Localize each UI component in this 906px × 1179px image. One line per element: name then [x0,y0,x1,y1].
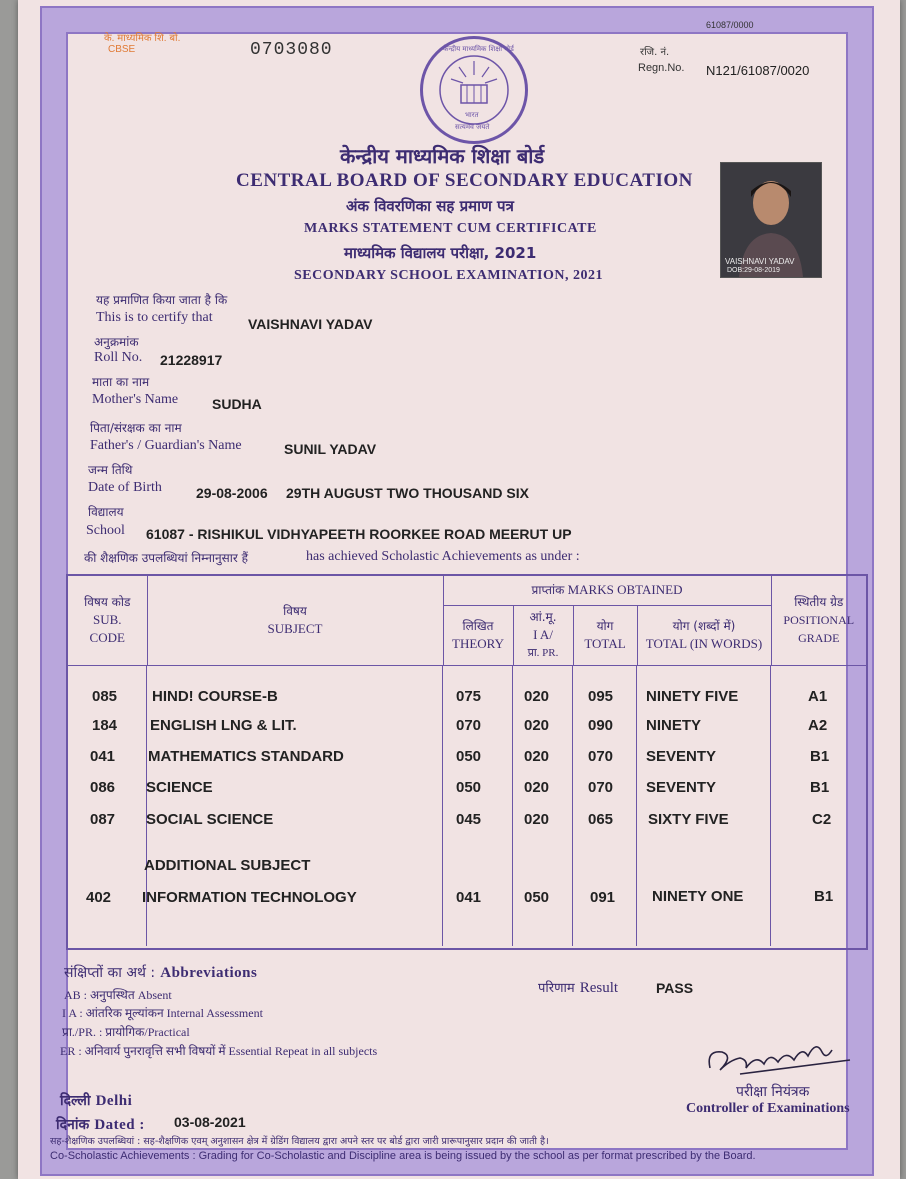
row-code: 085 [92,688,118,705]
exam-title-hi: माध्यमिक विद्यालय परीक्षा, 2021 [344,244,537,262]
candidate-photo [720,162,822,278]
row-grade: B1 [814,888,834,905]
dob-value: 29-08-2006 [196,485,268,501]
col-header-ia: आं.मू. I A/ प्रा. PR. [513,605,573,665]
abbr-pr: प्रा./PR. : प्रायोगिक/Practical [62,1025,190,1039]
row-grade: B1 [810,779,830,796]
row-code: 402 [86,889,112,906]
regn-label-hi: रजि. नं. [640,47,670,58]
row-ia: 020 [524,717,550,734]
school-value: 61087 - RISHIKUL VIDHYAPEETH ROORKEE ROAD MEERUT UP [146,526,572,542]
row-words: SEVENTY [646,779,717,796]
seal-text-bottom: सत्यमेव जयते [455,123,490,131]
body-divider-2 [442,666,443,946]
col-header-words: योग (शब्दों में) TOTAL (IN WORDS) [637,605,771,665]
row-words: NINETY [646,717,702,734]
row-words: SIXTY FIVE [648,811,729,828]
footer-note-en: Co-Scholastic Achievements : Grading for Co-Scholastic and Discipline area is being issued by the school as per format prescribed by the Board. [50,1150,756,1162]
row-words: SEVENTY [646,748,717,765]
board-title-hi: केन्द्रीय माध्यमिक शिक्षा बोर्ड [340,144,545,168]
row-words: NINETY FIVE [646,688,739,705]
row-subject: HIND! COURSE-B [152,688,278,705]
mother-name: SUDHA [212,396,262,412]
father-label-en: Father's / Guardian's Name [90,438,242,453]
mother-label-en: Mother's Name [92,392,179,407]
body-divider-3 [512,666,513,946]
result-value: PASS [656,980,694,996]
row-total: 070 [588,748,614,765]
row-ia: 020 [524,688,550,705]
school-label-en: School [86,523,125,538]
body-divider-4 [572,666,573,946]
row-subject: INFORMATION TECHNOLOGY [142,889,357,906]
achieved-label-hi: की शैक्षणिक उपलब्धियां निम्नानुसार हैं [84,551,248,565]
row-ia: 020 [524,779,550,796]
result-label: परिणाम Result [538,980,619,996]
regn-number: N121/61087/0020 [706,63,810,78]
father-name: SUNIL YADAV [284,441,377,457]
controller-signature [700,1030,860,1086]
top-left-stamp: के. माध्यमिक शि. बो. [104,33,181,44]
regn-label-en: Regn.No. [638,62,685,74]
row-code: 086 [90,779,116,796]
row-ia: 050 [524,889,550,906]
mother-label-hi: माता का नाम [92,375,150,389]
roll-label-hi: अनुक्रमांक [94,335,139,349]
col-header-theory: लिखित THEORY [443,605,513,665]
col-header-marks-group: प्राप्तांक MARKS OBTAINED [443,575,771,605]
row-total: 091 [590,889,616,906]
row-theory: 050 [456,779,482,796]
dob-label-en: Date of Birth [88,480,162,495]
dob-label-hi: जन्म तिथि [88,463,133,477]
row-ia: 020 [524,748,550,765]
abbr-ia: I A : आंतरिक मूल्यांकन Internal Assessment [62,1006,263,1020]
serial-number: 0703080 [250,40,333,60]
dob-words: 29TH AUGUST TWO THOUSAND SIX [286,485,529,501]
row-subject: ENGLISH LNG & LIT. [150,717,297,734]
abbr-er: ER : अनिवार्य पुनरावृत्ति सभी विषयों में Essential Repeat in all subjects [60,1044,378,1058]
row-subject: SCIENCE [146,779,213,796]
seal-text-mid: भारत [465,111,479,119]
row-grade: C2 [812,811,832,828]
controller-title-en: Controller of Examinations [686,1101,850,1116]
col-header-code: विषय कोड SUB. CODE [67,575,147,665]
col-header-grade: स्थितीय ग्रेड POSITIONAL GRADE [771,575,867,665]
footer-note-hi: सह-शैक्षणिक उपलब्धियां : सह-शैक्षणिक एवम् अनुशासन क्षेत्र में ग्रेडिंग विद्यालय द्वारा अपने स्तर पर बोर्ड द्वारा जारी प्रारूपानुसार प्रदान की जाती है। [50,1136,549,1147]
photo-caption-dob: DOB:29-08-2019 [727,267,780,274]
row-theory: 070 [456,717,482,734]
additional-subject-label: ADDITIONAL SUBJECT [144,857,311,874]
row-theory: 041 [456,889,482,906]
date-value: 03-08-2021 [174,1114,246,1130]
row-code: 087 [90,811,116,828]
school-label-hi: विद्यालय [88,505,124,519]
row-total: 095 [588,688,614,705]
row-grade: B1 [810,748,830,765]
row-subject: MATHEMATICS STANDARD [148,748,344,765]
row-theory: 045 [456,811,482,828]
controller-title-hi: परीक्षा नियंत्रक [736,1084,810,1100]
seal-text-top: केन्द्रीय माध्यमिक शिक्षा बोर्ड [443,45,514,53]
top-right-code: 61087/0000 [706,20,754,30]
row-ia: 020 [524,811,550,828]
row-subject: SOCIAL SCIENCE [146,811,274,828]
body-divider-5 [636,666,637,946]
cert-title-en: MARKS STATEMENT CUM CERTIFICATE [304,221,597,236]
body-divider-6 [770,666,771,946]
row-theory: 050 [456,748,482,765]
row-total: 090 [588,717,614,734]
father-label-hi: पिता/संरक्षक का नाम [90,421,182,435]
row-code: 041 [90,748,116,765]
row-words: NINETY ONE [652,888,744,905]
row-grade: A2 [808,717,828,734]
row-total: 070 [588,779,614,796]
row-code: 184 [92,717,118,734]
top-left-stamp-2: CBSE [108,44,136,55]
cert-title-hi: अंक विवरणिका सह प्रमाण पत्र [346,197,514,215]
row-grade: A1 [808,688,828,705]
board-title-en: CENTRAL BOARD OF SECONDARY EDUCATION [236,170,693,191]
photo-caption-name: VAISHNAVI YADAV [725,257,795,266]
certify-label-en: This is to certify that [96,310,213,325]
exam-title-en: SECONDARY SCHOOL EXAMINATION, 2021 [294,268,603,283]
cbse-seal [420,36,528,144]
achieved-label-en: has achieved Scholastic Achievements as under : [306,549,580,564]
roll-number: 21228917 [160,352,223,368]
abbreviations-heading: संक्षिप्तों का अर्थ : Abbreviations [64,965,258,981]
col-header-total: योग TOTAL [573,605,637,665]
dated-label: दिनांक Dated : [56,1117,145,1133]
row-total: 065 [588,811,614,828]
place-label: दिल्ली Delhi [60,1093,133,1109]
abbr-ab: AB : अनुपस्थित Absent [64,988,172,1002]
col-header-subject: विषय SUBJECT [147,575,443,665]
roll-label-en: Roll No. [94,350,143,365]
candidate-name: VAISHNAVI YADAV [248,316,373,332]
row-theory: 075 [456,688,482,705]
certify-label-hi: यह प्रमाणित किया जाता है कि [96,293,228,307]
